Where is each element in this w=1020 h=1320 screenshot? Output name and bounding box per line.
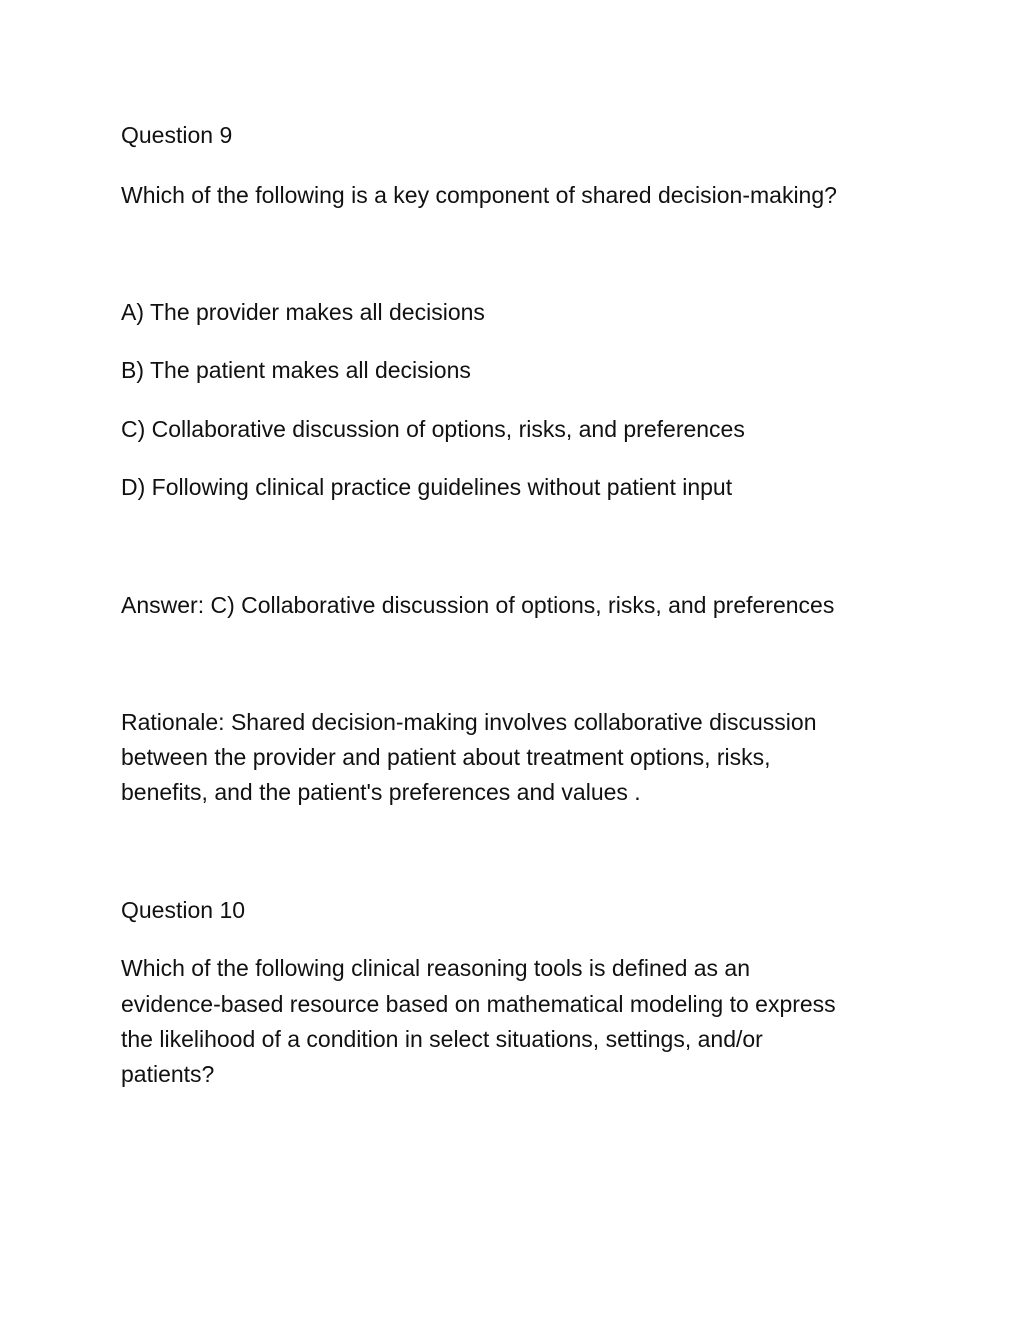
question-10-heading: Question 10 <box>121 897 246 923</box>
question-9-rationale-line-2: between the provider and patient about treatment options, risks, <box>121 744 771 770</box>
question-9-answer: Answer: C) Collaborative discussion of options, risks, and preferences <box>121 592 835 618</box>
question-10-prompt-line-3: the likelihood of a condition in select situations, settings, and/or <box>121 1026 763 1052</box>
question-9-option-d: D) Following clinical practice guidelines without patient input <box>121 474 733 500</box>
question-10-prompt-line-4: patients? <box>121 1061 215 1087</box>
question-9-option-b: B) The patient makes all decisions <box>121 357 471 383</box>
question-9-option-c: C) Collaborative discussion of options, risks, and preferences <box>121 416 745 442</box>
question-9-option-a: A) The provider makes all decisions <box>121 299 485 325</box>
question-10-prompt-line-1: Which of the following clinical reasoning tools is defined as an <box>121 955 751 981</box>
question-9-rationale-line-3: benefits, and the patient's preferences and values . <box>121 779 641 805</box>
question-9-heading: Question 9 <box>121 122 233 148</box>
question-9-rationale-line-1: Rationale: Shared decision-making involves collaborative discussion <box>121 709 817 735</box>
question-9-prompt: Which of the following is a key component of shared decision-making? <box>121 182 837 208</box>
question-10-prompt-line-2: evidence-based resource based on mathematical modeling to express <box>121 991 836 1017</box>
